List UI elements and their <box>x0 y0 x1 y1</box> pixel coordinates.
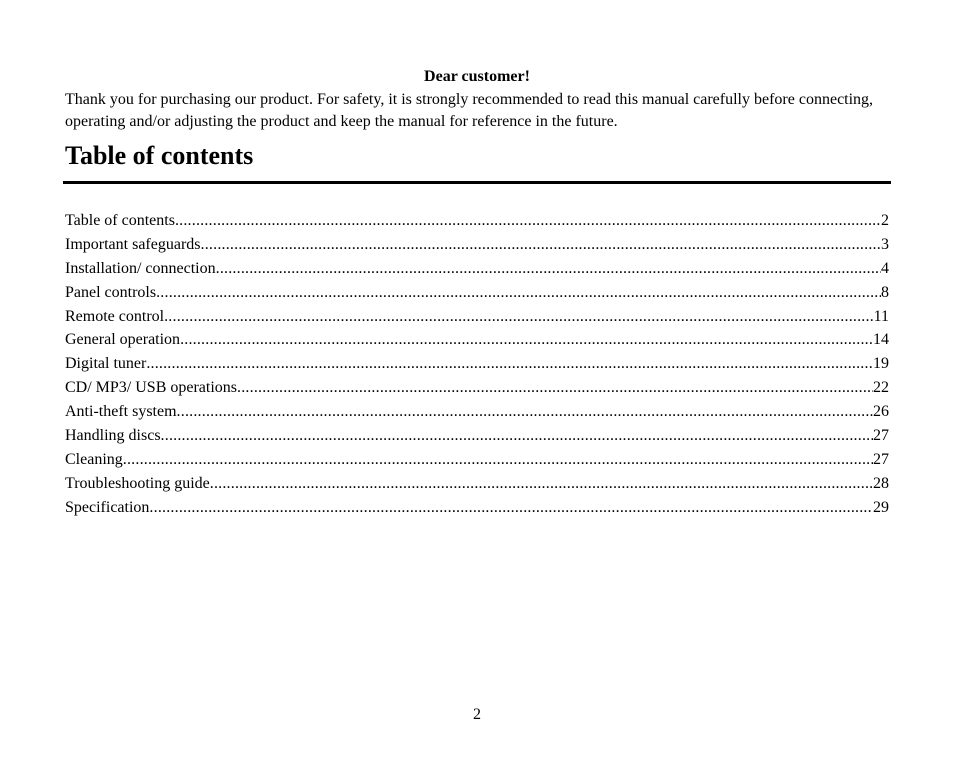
toc-dot-leader <box>146 352 873 376</box>
toc-entry-label: CD/ MP3/ USB operations <box>65 379 238 397</box>
toc-list <box>65 209 889 520</box>
toc-entry-cleaning[interactable] <box>65 448 889 472</box>
toc-dot-leader <box>177 400 873 424</box>
toc-dot-leader <box>123 448 873 472</box>
toc-entry-table-of-contents[interactable] <box>65 209 889 233</box>
toc-dot-leader <box>201 233 881 257</box>
toc-entry-label: Handling discs <box>65 427 161 445</box>
title-divider <box>63 181 891 184</box>
toc-entry-specification[interactable] <box>65 496 889 520</box>
toc-entry-page: 14 <box>873 331 889 349</box>
toc-entry-page: 4 <box>881 259 889 277</box>
toc-entry-panel-controls[interactable] <box>65 281 889 305</box>
toc-entry-label: Table of contents <box>65 212 175 229</box>
toc-dot-leader <box>210 472 873 496</box>
toc-entry-digital-tuner[interactable] <box>65 352 889 376</box>
toc-entry-label: Digital tuner <box>65 355 147 373</box>
toc-entry-page: 26 <box>873 403 889 421</box>
toc-dot-leader <box>161 424 873 448</box>
toc-entry-remote-control[interactable] <box>65 305 889 329</box>
toc-entry-page: 27 <box>873 427 889 445</box>
toc-entry-page: 2 <box>881 212 889 229</box>
toc-entry-troubleshooting-guide[interactable] <box>65 472 889 496</box>
toc-entry-page: 29 <box>873 498 889 516</box>
toc-title: Table of contents <box>65 141 254 170</box>
toc-entry-label: General operation <box>65 331 181 349</box>
toc-dot-leader <box>180 328 873 352</box>
toc-dot-leader <box>156 281 881 305</box>
toc-dot-leader <box>149 496 873 520</box>
toc-entry-label: Important safeguards <box>65 235 201 253</box>
toc-entry-page: 27 <box>873 450 889 468</box>
toc-entry-important-safeguards[interactable] <box>65 233 889 257</box>
toc-entry-label: Remote control <box>65 307 165 325</box>
toc-entry-handling-discs[interactable] <box>65 424 889 448</box>
toc-entry-page: 19 <box>873 355 889 373</box>
toc-entry-label: Installation/ connection <box>65 259 216 277</box>
toc-entry-page: 8 <box>881 283 889 301</box>
toc-entry-anti-theft-system[interactable] <box>65 400 889 424</box>
toc-dot-leader <box>164 305 874 329</box>
toc-entry-label: Specification <box>65 498 150 516</box>
toc-entry-label: Anti-theft system <box>65 403 177 421</box>
toc-entry-label: Cleaning <box>65 450 123 468</box>
toc-entry-page: 28 <box>873 474 889 492</box>
toc-entry-general-operation[interactable] <box>65 328 889 352</box>
toc-entry-page: 11 <box>873 307 889 325</box>
toc-entry-page: 22 <box>873 379 889 397</box>
toc-entry-installation-connection[interactable] <box>65 257 889 281</box>
toc-entry-page: 3 <box>881 235 889 253</box>
toc-entry-label: Panel controls <box>65 283 157 301</box>
toc-entry-cd-mp3-usb-operations[interactable] <box>65 376 889 400</box>
toc-dot-leader <box>237 376 873 400</box>
toc-dot-leader <box>175 209 881 233</box>
intro-paragraph: Thank you for purchasing our product. For safety, it is strongly recommended to read this manual carefully before connecting, operating and/or adjusting the product and keep the manual for reference in the future. <box>65 91 874 130</box>
greeting-heading: Dear customer! <box>424 68 530 85</box>
toc-entry-label: Troubleshooting guide <box>65 474 210 492</box>
page-number: 2 <box>473 706 481 723</box>
toc-dot-leader <box>216 257 881 281</box>
